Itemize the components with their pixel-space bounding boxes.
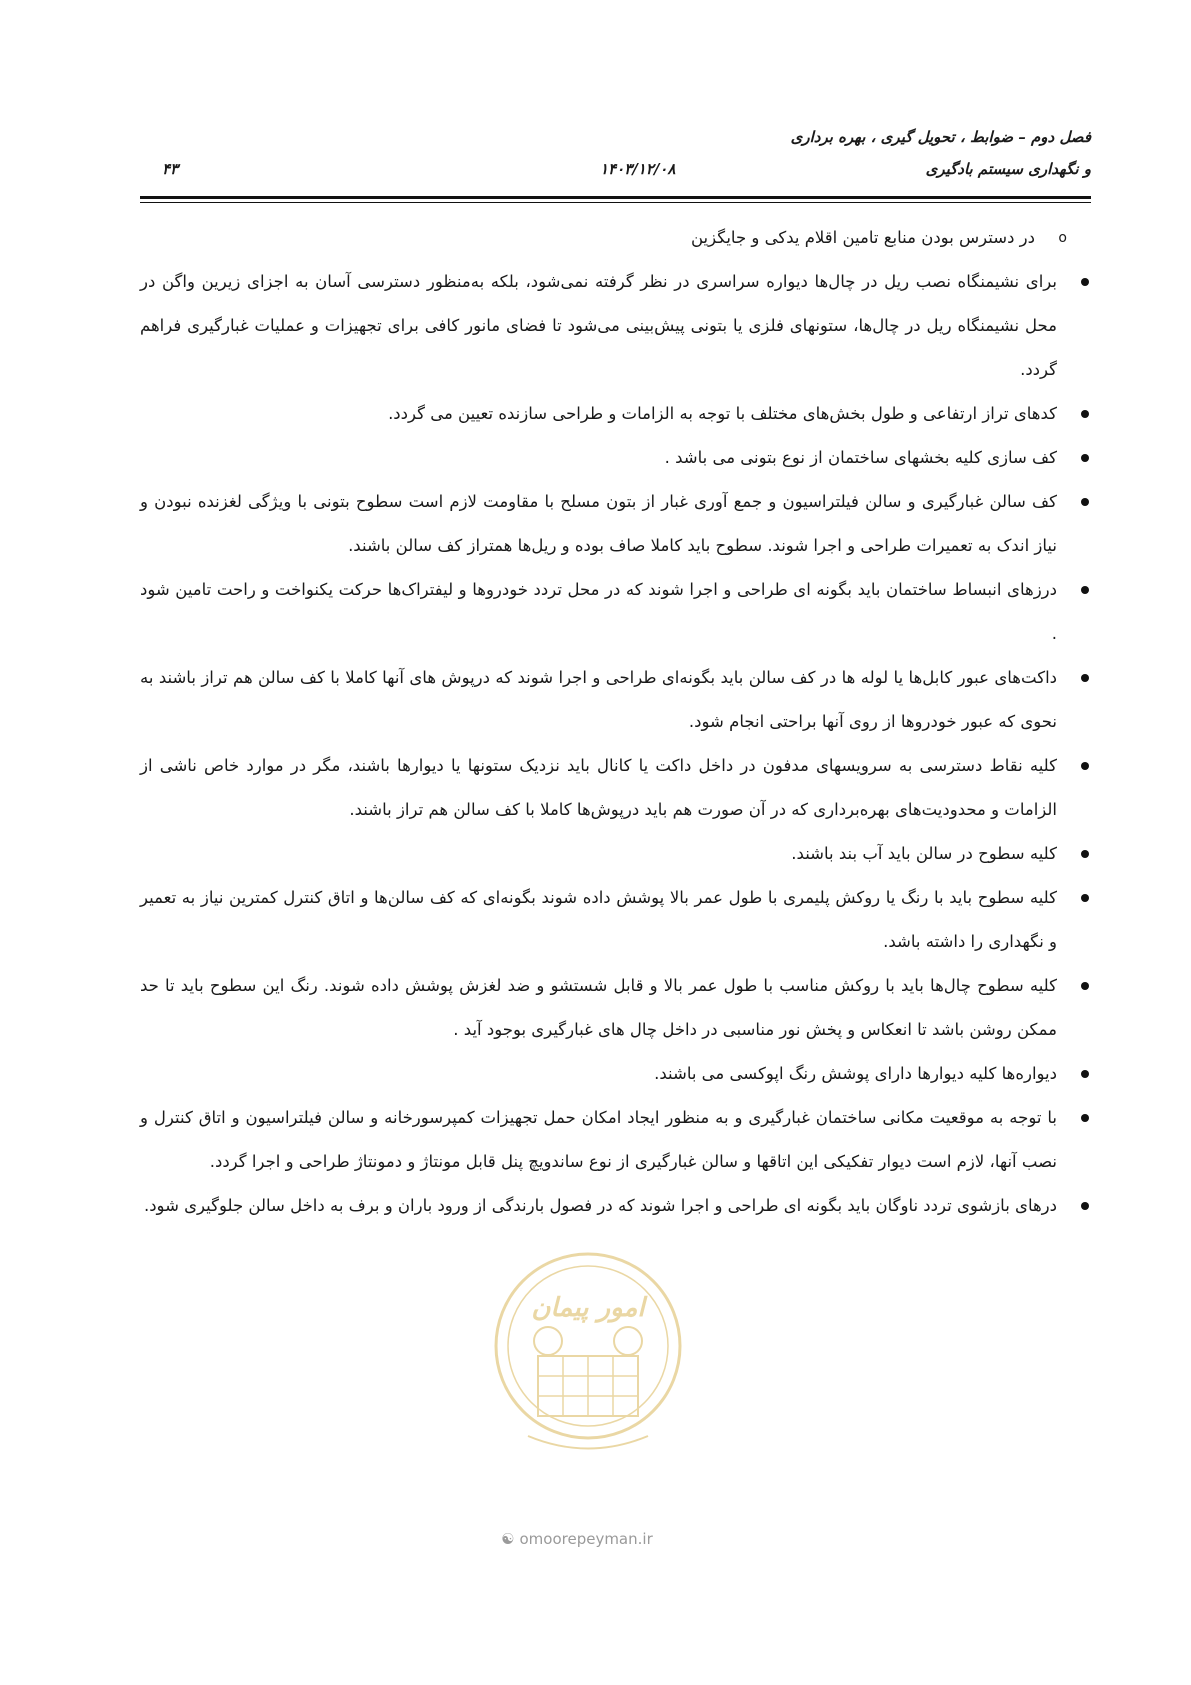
list-item: [140, 260, 1091, 392]
list-item-text: کدهای تراز ارتفاعی و طول بخش‌های مختلف با توجه به الزامات و طراحی سازنده تعیین می گردد.: [388, 404, 1057, 423]
chapter-title-line-1: فصل دوم – ضوابط ، تحویل گیری ، بهره برداری: [790, 128, 1091, 146]
sub-bullet-text: در دسترس بودن منابع تامین اقلام یدکی و جایگزین: [690, 228, 1035, 247]
list-item: [140, 656, 1091, 744]
bullet-dot-icon: [1081, 1070, 1089, 1078]
list-item: [140, 1184, 1091, 1228]
bullet-dot-icon: [1081, 850, 1089, 858]
list-item-text: درزهای انبساط ساختمان باید بگونه ای طراحی و اجرا شوند که در محل تردد خودروها و لیفتراک‌ها حرکت یکنواخت و راحت تامین شود .: [140, 580, 1057, 643]
bullet-dot-icon: [1081, 498, 1089, 506]
bullet-dot-icon: [1081, 1114, 1089, 1122]
list-item-text: کف سازی کلیه بخشهای ساختمان از نوع بتونی می باشد .: [664, 448, 1057, 467]
list-item-text: درهای بازشوی تردد ناوگان باید بگونه ای طراحی و اجرا شوند که در فصول بارندگی از ورود باران و برف به داخل سالن جلوگیری شود.: [143, 1196, 1057, 1215]
hollow-circle-bullet-icon: o: [1058, 230, 1067, 246]
chapter-title-line-2: و نگهداری سیستم بادگیری: [925, 160, 1091, 178]
watermark-logo-icon: ☯: [501, 1530, 515, 1548]
list-item: [140, 568, 1091, 656]
bullet-dot-icon: [1081, 410, 1089, 418]
bullet-list: [140, 260, 1091, 1228]
list-item: [140, 876, 1091, 964]
list-item-text: برای نشیمنگاه نصب ریل در چال‌ها دیواره سراسری در نظر گرفته نمی‌شود، بلکه به‌منظور دسترسی آسان به اجزای زیرین واگن در محل نشیمنگاه ریل در چال‌ها، ستونهای فلزی یا بتونی پیش‌بینی می‌شود تا فضای مانور کافی برای تجهیزات و عملیات غبارگیری فراهم گردد.: [140, 272, 1057, 379]
list-item: [140, 392, 1091, 436]
document-body: [140, 216, 1091, 1228]
bullet-dot-icon: [1081, 586, 1089, 594]
bullet-dot-icon: [1081, 278, 1089, 286]
watermark-seal-icon: [488, 1246, 688, 1476]
list-item-text: کلیه سطوح چال‌ها باید با روکش مناسب با طول عمر بالا و قابل شستشو و ضد لغزش پوشش داده شوند. رنگ این سطوح باید تا حد ممکن روشن باشد تا انعکاس و پخش نور مناسبی در داخل چال های غبارگیری بوجود آید .: [140, 976, 1057, 1039]
list-item: [140, 832, 1091, 876]
header-rule-thick: [140, 196, 1091, 199]
watermark-seal-text: امور پیمان: [531, 1293, 645, 1323]
list-item: [140, 744, 1091, 832]
page-header: [140, 128, 1091, 198]
watermark-site: [472, 1530, 682, 1548]
list-item: [140, 480, 1091, 568]
list-item-text: کلیه نقاط دسترسی به سرویسهای مدفون در داخل داکت یا کانال باید نزدیک ستونها یا دیوارها باشند، مگر در موارد خاص ناشی از الزامات و محدودیت‌های بهره‌برداری که در آن صورت هم باید درپوش‌ها کاملا با کف سالن هم تراز باشند.: [140, 756, 1057, 819]
header-rule-thin: [140, 202, 1091, 203]
page-number: ۴۳: [162, 160, 179, 178]
list-item-text: داکت‌های عبور کابل‌ها یا لوله ها در کف سالن باید بگونه‌ای طراحی و اجرا شوند که درپوش های آنها کاملا با کف سالن هم تراز باشند به نحوی که عبور خودروها از روی آنها براحتی انجام شود.: [140, 668, 1057, 731]
bullet-dot-icon: [1081, 894, 1089, 902]
list-item-text: دیواره‌ها کلیه دیوارها دارای پوشش رنگ اپوکسی می باشند.: [654, 1064, 1057, 1083]
list-item-text: با توجه به موقعیت مکانی ساختمان غبارگیری و به منظور ایجاد امکان حمل تجهیزات کمپرسورخانه و سالن فیلتراسیون و اتاق کنترل و نصب آنها، لازم است دیوار تفکیکی این اتاقها و سالن غبارگیری از نوع ساندویچ پنل قابل مونتاژ و دمونتاژ طراحی و اجرا گردد.: [140, 1108, 1057, 1171]
list-item: [140, 964, 1091, 1052]
list-item-text: کلیه سطوح در سالن باید آب بند باشند.: [791, 844, 1057, 863]
bullet-dot-icon: [1081, 982, 1089, 990]
list-item-text: کلیه سطوح باید با رنگ یا روکش پلیمری با طول عمر بالا پوشش داده شوند بگونه‌ای که کف سالن‌ها و اتاق کنترل کمترین نیاز به تعمیر و نگهداری را داشته باشد.: [140, 888, 1057, 951]
bullet-dot-icon: [1081, 1202, 1089, 1210]
list-item: [140, 1096, 1091, 1184]
bullet-dot-icon: [1081, 762, 1089, 770]
watermark-site-text: omoorepeyman.ir: [519, 1530, 653, 1548]
header-date: ۱۴۰۳/۱۲/۰۸: [600, 160, 676, 178]
bullet-dot-icon: [1081, 454, 1089, 462]
bullet-dot-icon: [1081, 674, 1089, 682]
list-item: [140, 1052, 1091, 1096]
list-item-text: کف سالن غبارگیری و سالن فیلتراسیون و جمع آوری غبار از بتون مسلح با مقاومت لازم است سطوح بتونی با ویژگی لغزنده نبودن و نیاز اندک به تعمیرات طراحی و اجرا شوند. سطوح باید کاملا صاف بوده و ریل‌ها همتراز کف سالن باشند.: [140, 492, 1057, 555]
sub-bullet-item: [140, 216, 1091, 260]
list-item: [140, 436, 1091, 480]
